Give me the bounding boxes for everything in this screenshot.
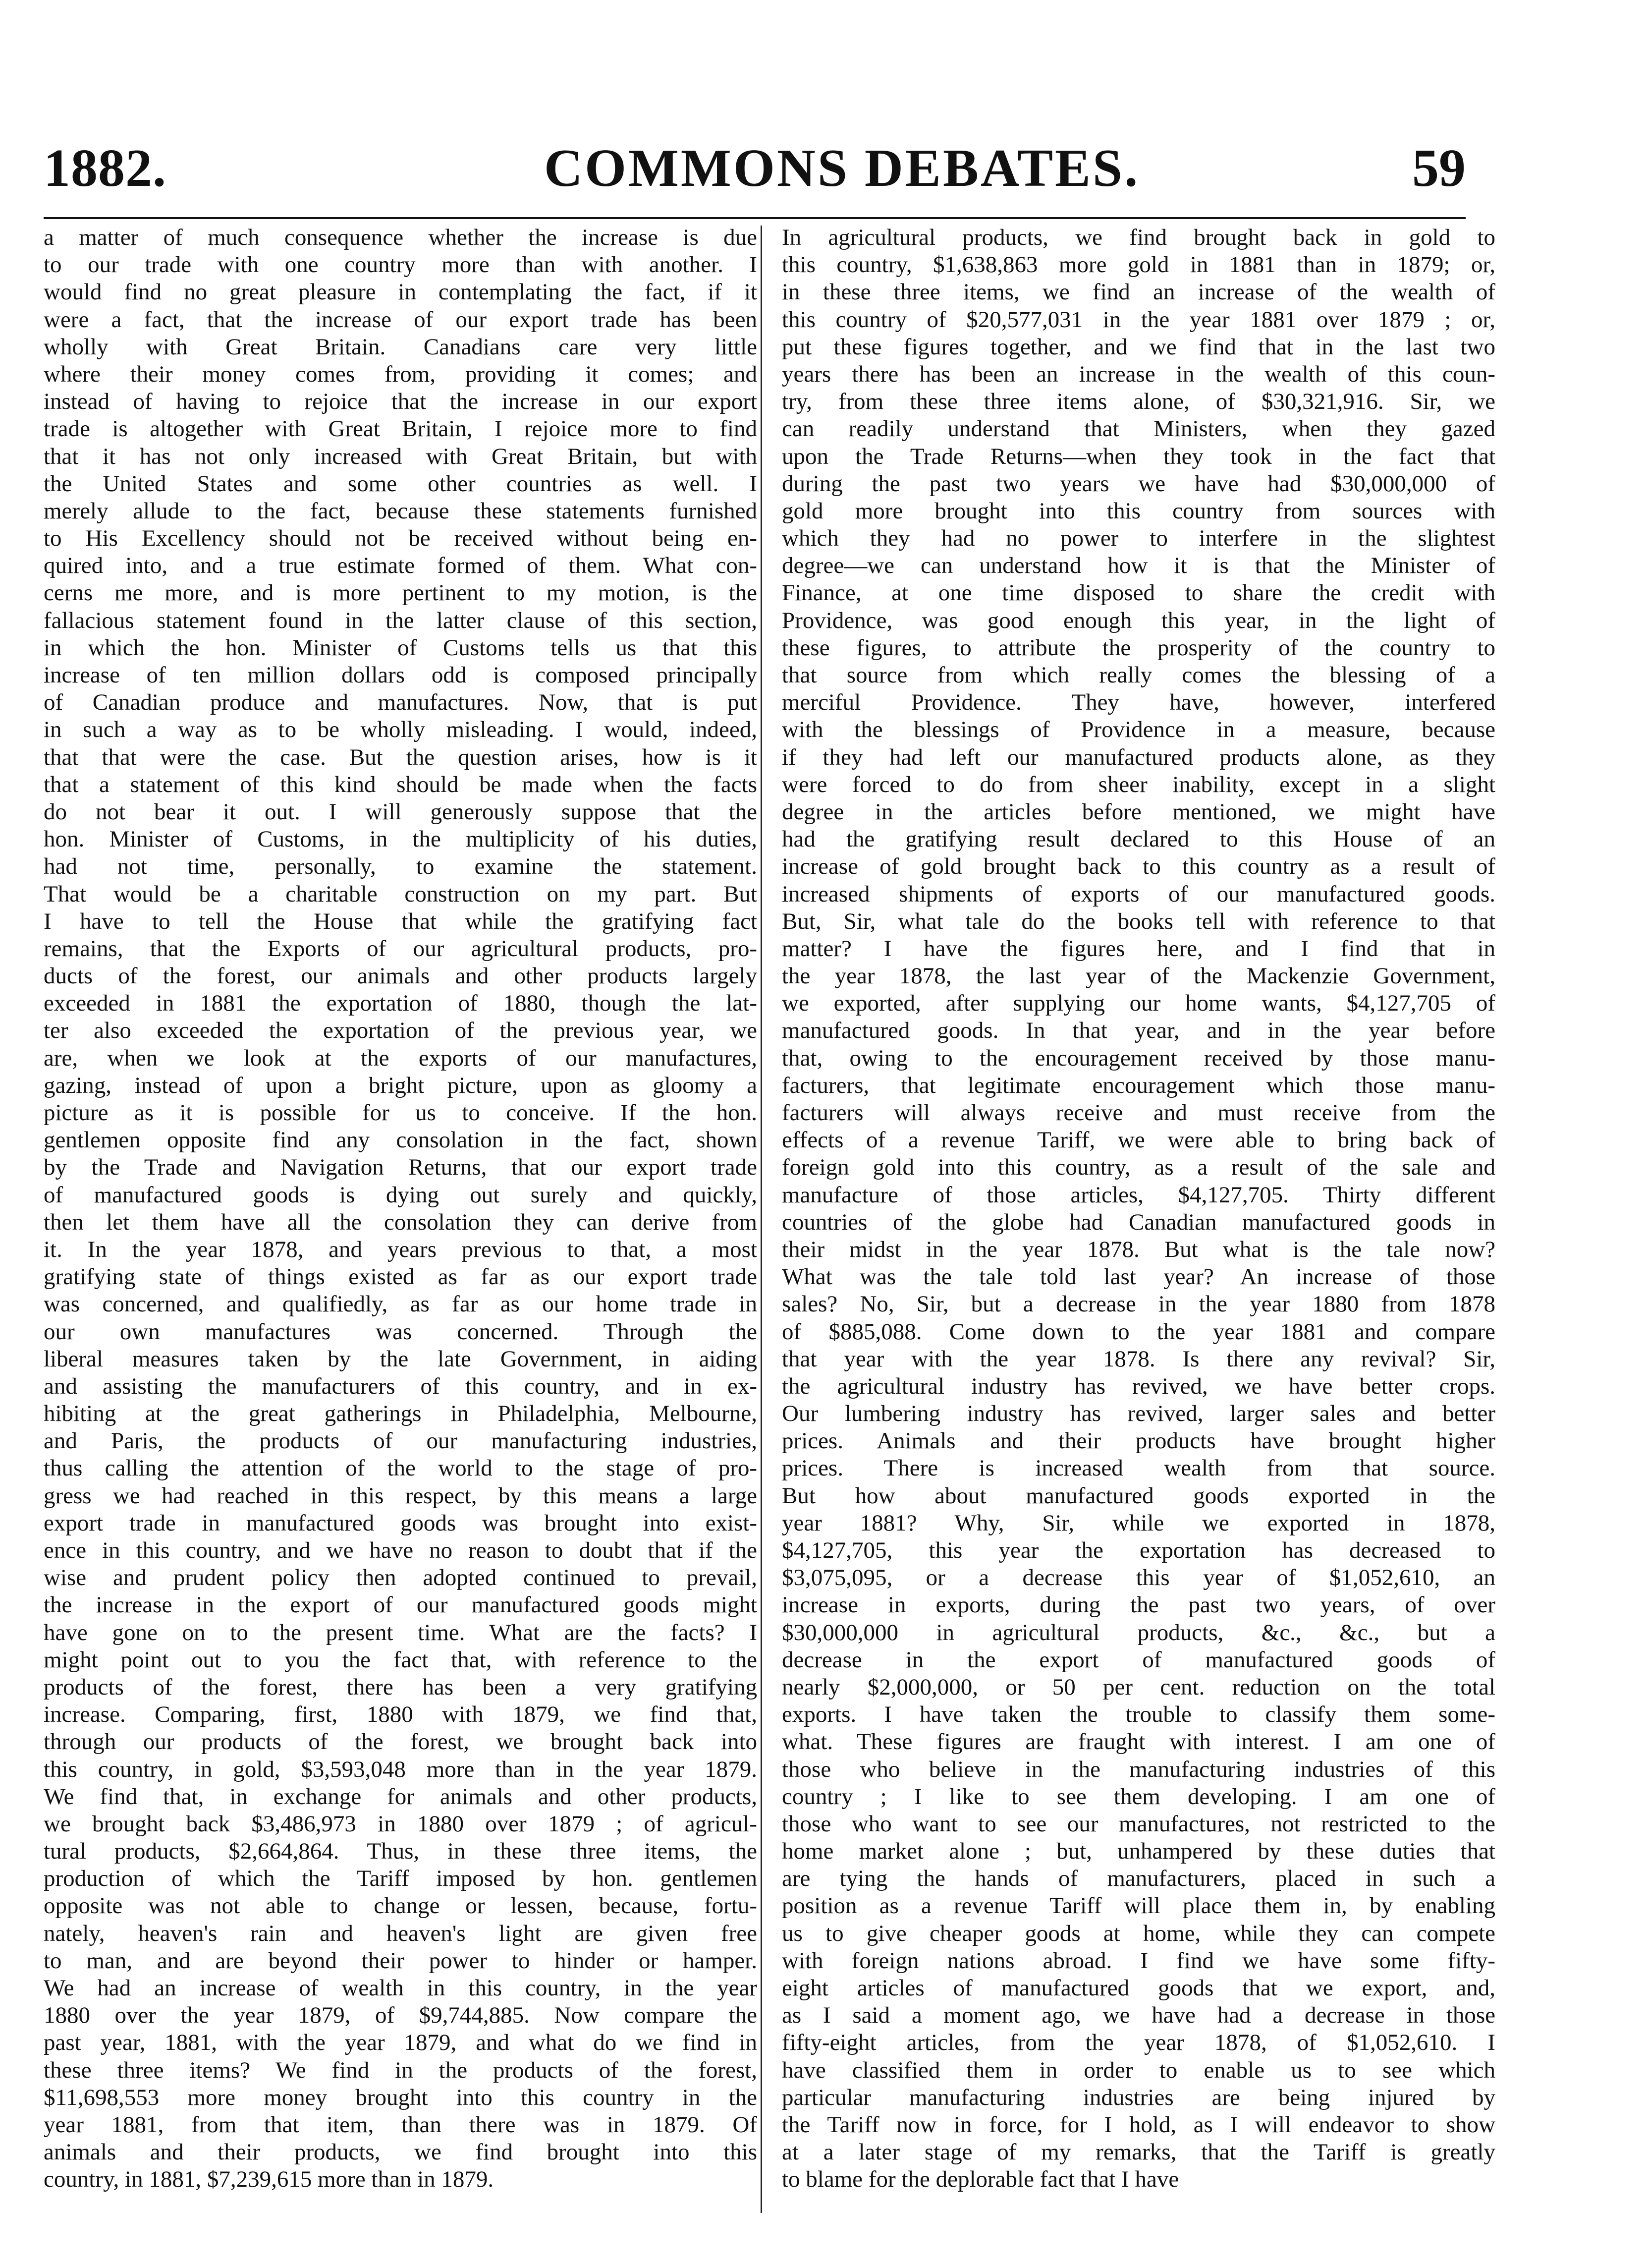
- text-line: $30,000,000 in agricultural products, &c., &c., but a: [782, 1619, 1495, 1645]
- text-line: Providence, was good enough this year, in the light of: [782, 607, 1495, 633]
- text-line: But, Sir, what tale do the books tell with reference to that: [782, 908, 1495, 934]
- text-line: production of which the Tariff imposed by hon. gentlemen: [44, 1866, 757, 1892]
- text-line: In agricultural products, we find brought back in gold to: [782, 225, 1495, 250]
- text-line: which they had no power to interfere in the slightest: [782, 525, 1495, 552]
- text-line: do not bear it out. I will generously suppose that the: [44, 798, 757, 825]
- text-line: $11,698,553 more money brought into this country in the: [44, 2084, 757, 2110]
- text-line: Finance, at one time disposed to share the credit with: [782, 580, 1495, 606]
- text-line: increase in exports, during the past two years, of over: [782, 1592, 1495, 1618]
- text-line: that a statement of this kind should be made when the facts: [44, 771, 757, 797]
- text-line: remains, that the Exports of our agricultural products, pro-: [44, 935, 757, 962]
- text-line: country, in 1881, $7,239,615 more than in 1879.: [44, 2166, 494, 2193]
- text-line: these three items? We find in the products of the forest,: [44, 2057, 757, 2083]
- text-line: had the gratifying result declared to this House of an: [782, 826, 1495, 852]
- text-line: manufacture of those articles, $4,127,705. Thirty different: [782, 1182, 1495, 1208]
- text-line: were forced to do from sheer inability, except in a slight: [782, 771, 1495, 797]
- text-line: increased shipments of exports of our manufactured goods.: [782, 881, 1495, 907]
- text-line: gratifying state of things existed as far as our export trade: [44, 1264, 757, 1290]
- text-line: $3,075,095, or a decrease this year of $1,052,610, an: [782, 1565, 1495, 1591]
- text-line: the year 1878, the last year of the Mackenzie Government,: [782, 963, 1495, 989]
- text-line: in these three items, we find an increase of the wealth of: [782, 279, 1495, 305]
- text-line: of Canadian produce and manufactures. Now, that is put: [44, 689, 757, 716]
- text-line: years there has been an increase in the wealth of this coun-: [782, 361, 1495, 387]
- text-line: by the Trade and Navigation Returns, that our export trade: [44, 1154, 757, 1181]
- text-line: if they had left our manufactured products alone, as they: [782, 744, 1495, 770]
- text-line: cerns me more, and is more pertinent to my motion, is the: [44, 580, 757, 606]
- text-line: that that were the case. But the question arises, how is it: [44, 744, 757, 770]
- text-line: wise and prudent policy then adopted continued to prevail,: [44, 1565, 757, 1591]
- text-line: with foreign nations abroad. I find we have some fifty-: [782, 1947, 1495, 1974]
- text-line: to our trade with one country more than with another. I: [44, 252, 757, 278]
- text-line: fifty-eight articles, from the year 1878, of $1,052,610. I: [782, 2030, 1495, 2056]
- text-line: hon. Minister of Customs, in the multiplicity of his duties,: [44, 826, 757, 852]
- text-line: facturers, that legitimate encouragement which those manu-: [782, 1072, 1495, 1098]
- text-line: these figures, to attribute the prosperity of the country to: [782, 634, 1495, 661]
- text-line: increase. Comparing, first, 1880 with 1879, we find that,: [44, 1701, 757, 1728]
- text-line: and assisting the manufacturers of this country, and in ex-: [44, 1373, 757, 1399]
- text-line: might point out to you the fact that, with reference to the: [44, 1646, 757, 1673]
- left-column: [44, 224, 757, 2216]
- text-line: our own manufactures was concerned. Through the: [44, 1318, 757, 1345]
- text-line: nately, heaven's rain and heaven's light are given free: [44, 1920, 757, 1946]
- text-line: We find that, in exchange for animals and other products,: [44, 1783, 757, 1810]
- page-number: 59: [1412, 139, 1466, 198]
- text-line: gress we had reached in this respect, by this means a large: [44, 1482, 757, 1509]
- header-year: 1882.: [44, 139, 166, 198]
- text-line: upon the Trade Returns—when they took in the fact that: [782, 443, 1495, 469]
- text-line: the agricultural industry has revived, we have better crops.: [782, 1373, 1495, 1399]
- text-line: position as a revenue Tariff will place them in, by enabling: [782, 1893, 1495, 1919]
- text-line: wholly with Great Britain. Canadians care very little: [44, 334, 757, 360]
- text-line: that source from which really comes the blessing of a: [782, 662, 1495, 688]
- text-line: in which the hon. Minister of Customs tells us that this: [44, 634, 757, 661]
- text-line: matter? I have the figures here, and I find that in: [782, 935, 1495, 962]
- text-line: can readily understand that Ministers, when they gazed: [782, 416, 1495, 442]
- text-line: export trade in manufactured goods was brought into exist-: [44, 1510, 757, 1536]
- text-line: decrease in the export of manufactured goods of: [782, 1646, 1495, 1673]
- text-line: increase of ten million dollars odd is composed principally: [44, 662, 757, 688]
- text-line: past year, 1881, with the year 1879, and what do we find in: [44, 2030, 757, 2056]
- text-line: liberal measures taken by the late Government, in aiding: [44, 1346, 757, 1372]
- text-line: were a fact, that the increase of our export trade has been: [44, 306, 757, 333]
- text-line: ence in this country, and we have no reason to doubt that if the: [44, 1537, 757, 1563]
- text-line: gold more brought into this country from sources with: [782, 498, 1495, 524]
- header-title: COMMONS DEBATES.: [544, 139, 1140, 198]
- text-line: it. In the year 1878, and years previous to that, a most: [44, 1236, 757, 1262]
- right-column: [782, 224, 1495, 2216]
- text-line: gentlemen opposite find any consolation in the fact, shown: [44, 1127, 757, 1153]
- text-line: are, when we look at the exports of our manufactures,: [44, 1045, 757, 1071]
- text-line: merely allude to the fact, because these statements furnished: [44, 498, 757, 524]
- text-line: this country of $20,577,031 in the year 1881 over 1879 ; or,: [782, 306, 1495, 333]
- text-line: through our products of the forest, we brought back into: [44, 1729, 757, 1755]
- text-line: of $885,088. Come down to the year 1881 and compare: [782, 1318, 1495, 1345]
- text-line: what. These figures are fraught with interest. I am one of: [782, 1729, 1495, 1755]
- text-line: that, owing to the encouragement received by those manu-: [782, 1045, 1495, 1071]
- text-line: try, from these three items alone, of $30,321,916. Sir, we: [782, 389, 1495, 415]
- text-line: would find no great pleasure in contemplating the fact, if it: [44, 279, 757, 305]
- text-line: trade is altogether with Great Britain, I rejoice more to find: [44, 416, 757, 442]
- text-line: hibiting at the great gatherings in Philadelphia, Melbourne,: [44, 1401, 757, 1427]
- text-line: We had an increase of wealth in this country, in the year: [44, 1975, 757, 2001]
- header-rule: [44, 217, 1466, 219]
- text-line: animals and their products, we find brought into this: [44, 2139, 757, 2165]
- text-line: of manufactured goods is dying out surely and quickly,: [44, 1182, 757, 1208]
- text-line: What was the tale told last year? An increase of those: [782, 1264, 1495, 1290]
- text-line: during the past two years we have had $30,000,000 of: [782, 470, 1495, 497]
- text-line: those who want to see our manufactures, not restricted to the: [782, 1811, 1495, 1837]
- text-line: those who believe in the manufacturing industries of this: [782, 1756, 1495, 1782]
- text-line: ducts of the forest, our animals and other products largely: [44, 963, 757, 989]
- text-line: to man, and are beyond their power to hinder or hamper.: [44, 1947, 757, 1974]
- text-line: year 1881? Why, Sir, while we exported in 1878,: [782, 1510, 1495, 1536]
- text-line: ter also exceeded the exportation of the previous year, we: [44, 1018, 757, 1044]
- text-line: that it has not only increased with Great Britain, but with: [44, 443, 757, 469]
- text-line: as I said a moment ago, we have had a decrease in those: [782, 2002, 1495, 2029]
- text-line: are tying the hands of manufacturers, placed in such a: [782, 1866, 1495, 1892]
- text-line: had not time, personally, to examine the statement.: [44, 853, 757, 880]
- text-line: we brought back $3,486,973 in 1880 over 1879 ; of agricul-: [44, 1811, 757, 1837]
- text-line: have classified them in order to enable us to see which: [782, 2057, 1495, 2083]
- text-line: nearly $2,000,000, or 50 per cent. reduction on the total: [782, 1674, 1495, 1700]
- text-line: But how about manufactured goods exported in the: [782, 1482, 1495, 1509]
- text-line: where their money comes from, providing it comes; and: [44, 361, 757, 387]
- text-line: with the blessings of Providence in a measure, because: [782, 717, 1495, 743]
- text-line: That would be a charitable construction on my part. But: [44, 881, 757, 907]
- text-line: picture as it is possible for us to conceive. If the hon.: [44, 1100, 757, 1126]
- text-line: 1880 over the year 1879, of $9,744,885. Now compare the: [44, 2002, 757, 2029]
- text-line: to blame for the deplorable fact that I have: [782, 2166, 1179, 2193]
- text-line: year 1881, from that item, than there was in 1879. Of: [44, 2111, 757, 2138]
- text-line: manufactured goods. In that year, and in the year before: [782, 1018, 1495, 1044]
- text-line: merciful Providence. They have, however, interfered: [782, 689, 1495, 716]
- text-line: then let them have all the consolation they can derive from: [44, 1209, 757, 1235]
- text-line: home market alone ; but, unhampered by these duties that: [782, 1838, 1495, 1865]
- text-line: foreign gold into this country, as a result of the sale and: [782, 1154, 1495, 1181]
- text-line: opposite was not able to change or lessen, because, fortu-: [44, 1893, 757, 1919]
- text-line: increase of gold brought back to this country as a result of: [782, 853, 1495, 880]
- text-line: that year with the year 1878. Is there any revival? Sir,: [782, 1346, 1495, 1372]
- text-line: tural products, $2,664,864. Thus, in these three items, the: [44, 1838, 757, 1865]
- text-line: Our lumbering industry has revived, larger sales and better: [782, 1401, 1495, 1427]
- text-line: the Tariff now in force, for I hold, as I will endeavor to show: [782, 2111, 1495, 2138]
- text-line: quired into, and a true estimate formed of them. What con-: [44, 553, 757, 579]
- text-line: thus calling the attention of the world to the stage of pro-: [44, 1455, 757, 1481]
- text-line: prices. Animals and their products have brought higher: [782, 1428, 1495, 1454]
- text-line: facturers will always receive and must receive from the: [782, 1100, 1495, 1126]
- text-line: instead of having to rejoice that the increase in our export: [44, 389, 757, 415]
- text-line: gazing, instead of upon a bright picture, upon as gloomy a: [44, 1072, 757, 1098]
- page-header: [44, 138, 1466, 202]
- text-line: have gone on to the present time. What are the facts? I: [44, 1619, 757, 1645]
- text-line: us to give cheaper goods at home, while they can compete: [782, 1920, 1495, 1946]
- text-line: countries of the globe had Canadian manufactured goods in: [782, 1209, 1495, 1235]
- text-line: effects of a revenue Tariff, we were able to bring back of: [782, 1127, 1495, 1153]
- text-line: $4,127,705, this year the exportation has decreased to: [782, 1537, 1495, 1563]
- text-line: their midst in the year 1878. But what is the tale now?: [782, 1236, 1495, 1262]
- text-line: and Paris, the products of our manufacturing industries,: [44, 1428, 757, 1454]
- text-line: to His Excellency should not be received without being en-: [44, 525, 757, 552]
- text-line: products of the forest, there has been a very gratifying: [44, 1674, 757, 1700]
- text-line: we exported, after supplying our home wants, $4,127,705 of: [782, 990, 1495, 1017]
- text-line: fallacious statement found in the latter clause of this section,: [44, 607, 757, 633]
- text-line: was concerned, and qualifiedly, as far as our home trade in: [44, 1291, 757, 1317]
- text-line: the increase in the export of our manufactured goods might: [44, 1592, 757, 1618]
- text-line: this country, in gold, $3,593,048 more than in the year 1879.: [44, 1756, 757, 1782]
- text-line: country ; I like to see them developing. I am one of: [782, 1783, 1495, 1810]
- text-line: at a later stage of my remarks, that the Tariff is greatly: [782, 2139, 1495, 2165]
- text-line: this country, $1,638,863 more gold in 1881 than in 1879; or,: [782, 252, 1495, 278]
- text-line: a matter of much consequence whether the increase is due: [44, 225, 757, 250]
- text-line: in such a way as to be wholly misleading. I would, indeed,: [44, 717, 757, 743]
- text-line: degree in the articles before mentioned, we might have: [782, 798, 1495, 825]
- text-line: sales? No, Sir, but a decrease in the year 1880 from 1878: [782, 1291, 1495, 1317]
- text-line: exceeded in 1881 the exportation of 1880, though the lat-: [44, 990, 757, 1017]
- text-line: particular manufacturing industries are being injured by: [782, 2084, 1495, 2110]
- text-line: degree—we can understand how it is that the Minister of: [782, 553, 1495, 579]
- text-line: prices. There is increased wealth from that source.: [782, 1455, 1495, 1481]
- text-line: exports. I have taken the trouble to classify them some-: [782, 1701, 1495, 1728]
- text-line: I have to tell the House that while the gratifying fact: [44, 908, 757, 934]
- text-line: eight articles of manufactured goods that we export, and,: [782, 1975, 1495, 2001]
- text-line: put these figures together, and we find that in the last two: [782, 334, 1495, 360]
- column-divider: [761, 226, 762, 2213]
- text-line: the United States and some other countries as well. I: [44, 470, 757, 497]
